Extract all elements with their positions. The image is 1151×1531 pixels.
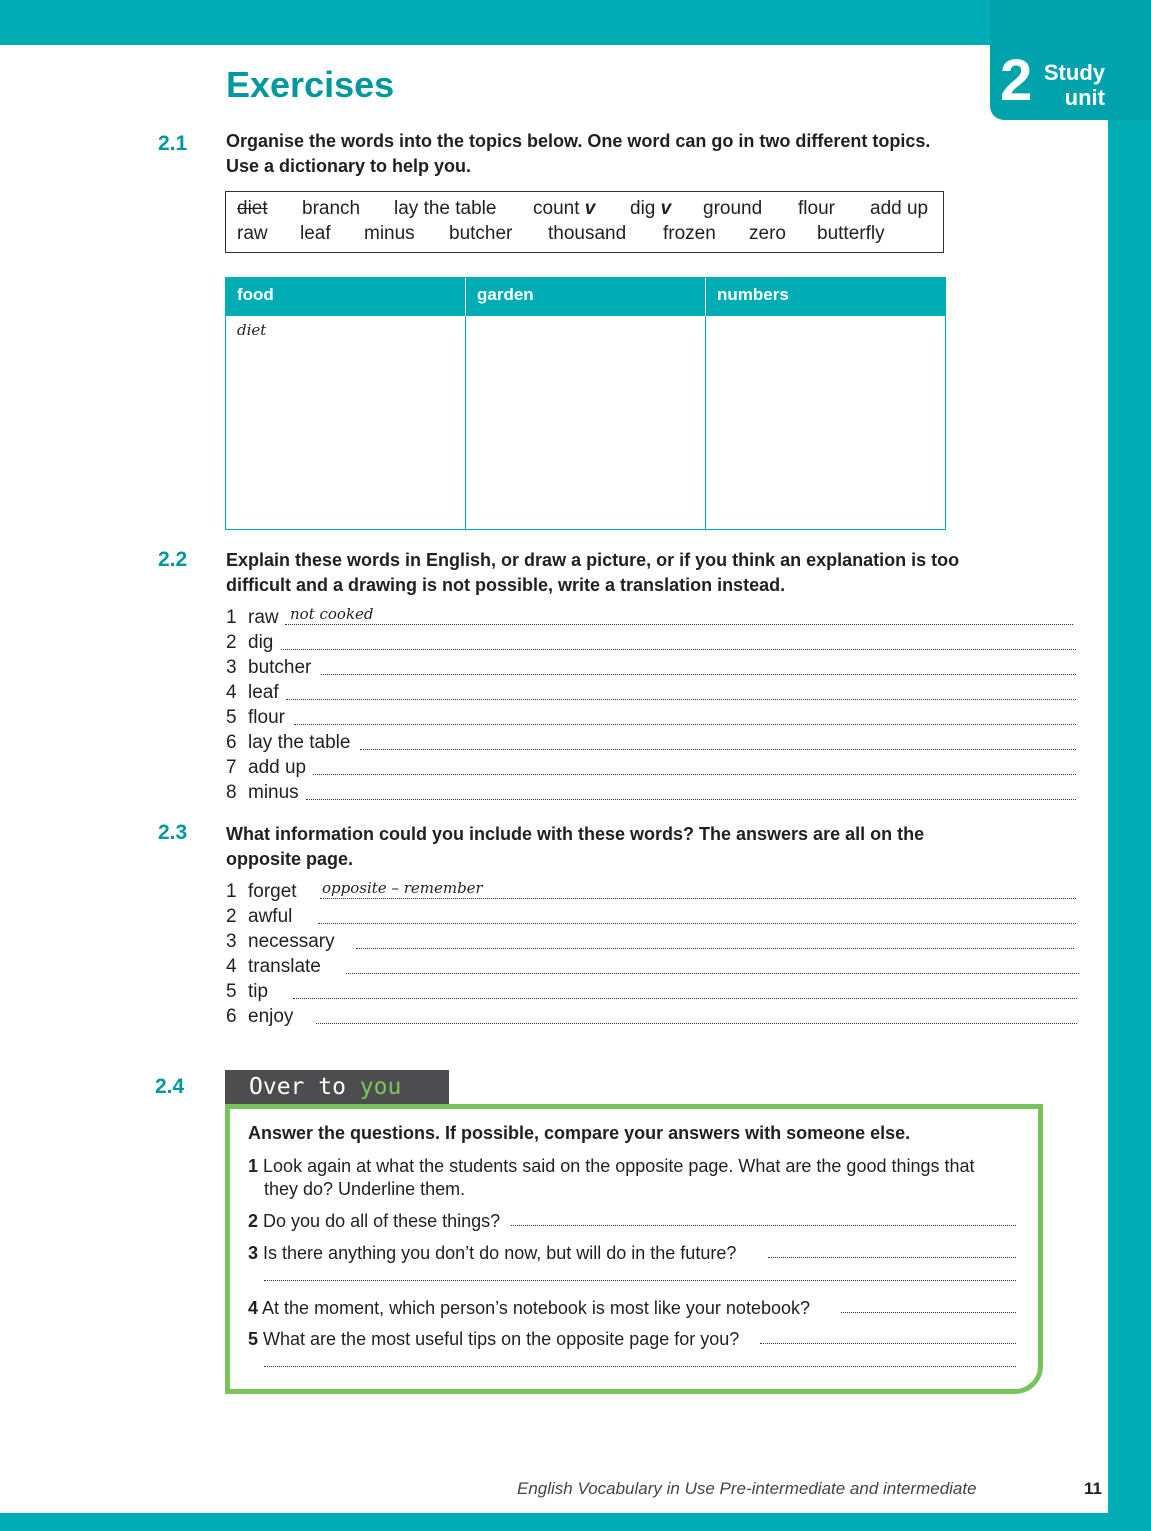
word-count: count v: [533, 198, 596, 219]
exercise-2-1-instruction: [226, 129, 1026, 179]
unit-tab: [990, 0, 1151, 120]
list-item: 1 raw: [226, 607, 279, 628]
list-item: 4 leaf: [226, 682, 279, 703]
list-item: 1 forget: [226, 881, 297, 902]
answer-handwritten: not cooked: [290, 605, 374, 623]
answer-line[interactable]: [346, 973, 1079, 974]
word-minus: minus: [364, 223, 415, 244]
table-cell-food[interactable]: [226, 316, 466, 529]
word-add-up: add up: [870, 198, 929, 219]
table-cell-garden[interactable]: [466, 316, 705, 529]
answer-line[interactable]: [841, 1312, 1016, 1313]
answer-line[interactable]: [306, 799, 1076, 800]
question-5: 5 What are the most useful tips on the opposite page for you?: [248, 1329, 740, 1349]
table-header-food: food: [226, 278, 466, 316]
exercise-2-3-instruction: [226, 822, 1026, 872]
table-cell-numbers[interactable]: [706, 316, 945, 529]
topic-table: [225, 277, 946, 530]
list-item: 4 translate: [226, 956, 321, 977]
list-item: 2 dig: [226, 632, 274, 653]
bottom-color-band: [0, 1513, 1151, 1531]
instruction-line: Use a dictionary to help you.: [226, 156, 472, 176]
table-header-garden: garden: [466, 278, 706, 316]
word-butcher: butcher: [449, 223, 513, 244]
list-item: 3 butcher: [226, 657, 312, 678]
question-1: 1 Look again at what the students said on the opposite page. What are the good things that they do? Underline them.: [248, 1156, 975, 1199]
table-header-numbers: numbers: [706, 278, 945, 316]
list-item: 3 necessary: [226, 931, 335, 952]
word-zero: zero: [749, 223, 786, 244]
answer-line[interactable]: [321, 674, 1076, 675]
exercise-number-2-3: 2.3: [158, 821, 188, 844]
answer-line[interactable]: [281, 649, 1076, 650]
list-item: 6 lay the table: [226, 732, 351, 753]
instruction-line: Explain these words in English, or draw a picture, or if you think an explanation is too: [226, 550, 960, 570]
over-to-you-intro: Answer the questions. If possible, compare your answers with someone else.: [248, 1123, 911, 1143]
answer-line[interactable]: [316, 1023, 1077, 1024]
example-answer: diet: [237, 321, 267, 339]
exercise-number-2-2: 2.2: [158, 548, 188, 571]
page-number: 11: [1084, 1479, 1102, 1498]
word-thousand: thousand: [548, 223, 627, 244]
page-title: Exercises: [226, 64, 395, 105]
question-4: 4 At the moment, which person’s notebook is most like your notebook?: [248, 1298, 810, 1318]
exercise-number-2-1: 2.1: [158, 132, 188, 155]
answer-line[interactable]: [760, 1343, 1016, 1344]
answer-handwritten: opposite – remember: [322, 879, 483, 897]
list-item: 5 flour: [226, 707, 285, 728]
word-box: [225, 191, 944, 253]
question-3: 3 Is there anything you don’t do now, but will do in the future?: [248, 1243, 737, 1263]
word-raw: raw: [237, 223, 268, 244]
word-dig: dig v: [630, 198, 672, 219]
exercise-2-2-instruction: [226, 548, 1026, 598]
answer-line[interactable]: [318, 923, 1076, 924]
answer-line[interactable]: [293, 998, 1077, 999]
list-item: 6 enjoy: [226, 1006, 294, 1027]
question-2: 2 Do you do all of these things?: [248, 1211, 501, 1231]
list-item: 8 minus: [226, 782, 299, 803]
answer-line[interactable]: [768, 1257, 1016, 1258]
unit-label-study: Study: [1043, 60, 1105, 85]
answer-line[interactable]: [320, 898, 1076, 899]
instruction-line: opposite page.: [226, 849, 354, 869]
word-ground: ground: [703, 198, 763, 219]
top-color-band: [0, 0, 1151, 45]
answer-line[interactable]: [286, 699, 1076, 700]
footer-book-title: English Vocabulary in Use Pre-intermediate and intermediate: [517, 1479, 977, 1498]
word-lay-the-table: lay the table: [394, 198, 497, 219]
list-item: 5 tip: [226, 981, 269, 1002]
instruction-line: difficult and a drawing is not possible, write a translation instead.: [226, 575, 786, 595]
instruction-line: What information could you include with these words? The answers are all on the: [226, 824, 925, 844]
unit-number: 2: [1000, 48, 1033, 113]
list-item: 7 add up: [226, 757, 307, 778]
answer-line[interactable]: [264, 1366, 1016, 1367]
word-diet: diet: [237, 198, 268, 219]
word-branch: branch: [302, 198, 361, 219]
answer-line[interactable]: [360, 749, 1076, 750]
answer-line[interactable]: [511, 1225, 1016, 1226]
answer-line[interactable]: [285, 624, 1073, 625]
answer-line[interactable]: [294, 724, 1076, 725]
over-to-you-tab: Over to you: [225, 1070, 449, 1104]
list-item: 2 awful: [226, 906, 293, 927]
word-flour: flour: [798, 198, 835, 219]
word-leaf: leaf: [300, 223, 331, 244]
exercise-number-2-4: 2.4: [155, 1075, 185, 1098]
answer-line[interactable]: [356, 948, 1074, 949]
answer-line[interactable]: [313, 774, 1076, 775]
answer-line[interactable]: [264, 1280, 1016, 1281]
instruction-line: Organise the words into the topics below. One word can go in two different topics.: [226, 131, 931, 151]
right-color-band: [1108, 0, 1151, 1531]
word-butterfly: butterfly: [817, 223, 885, 244]
unit-label-unit: unit: [1064, 85, 1105, 110]
word-frozen: frozen: [663, 223, 716, 244]
unit-label: [1040, 60, 1105, 110]
